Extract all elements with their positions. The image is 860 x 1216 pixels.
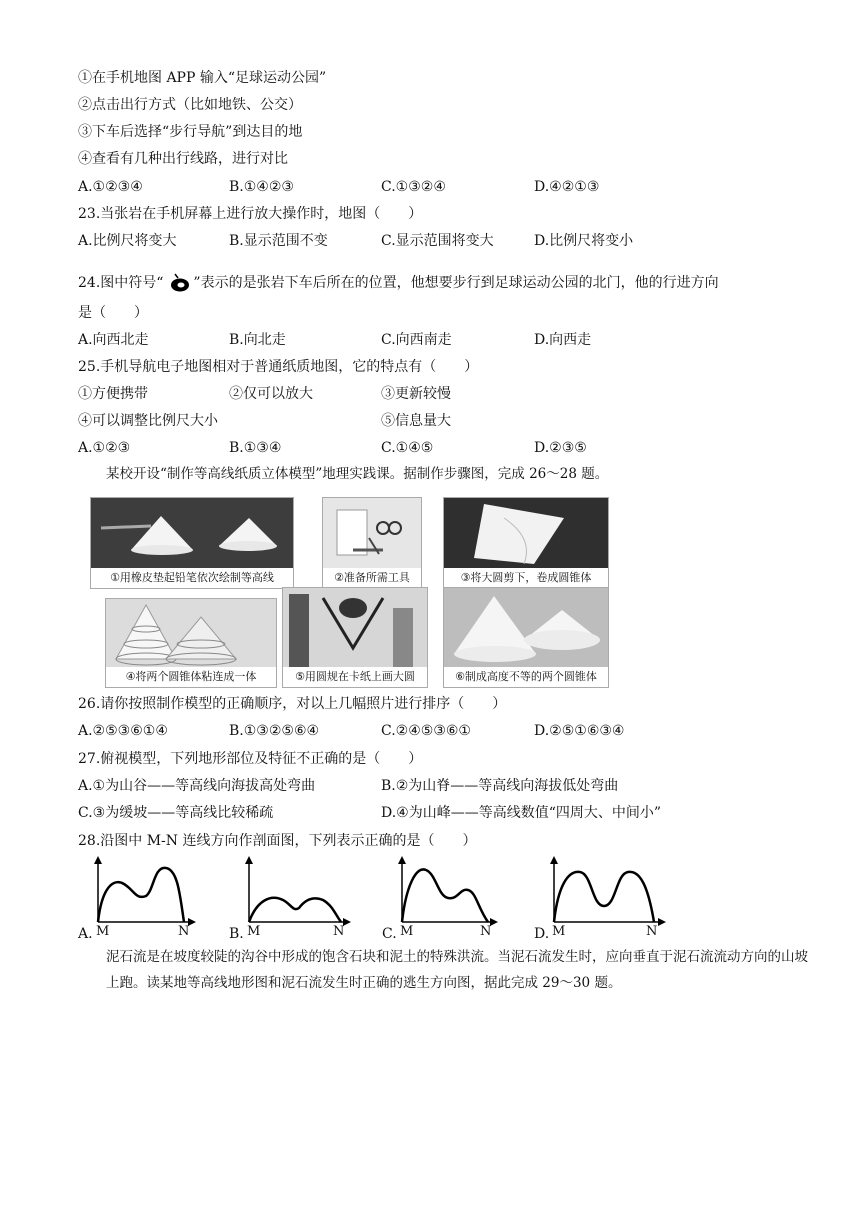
step-3: ③下车后选择“步行导航”到达目的地 (78, 124, 303, 140)
q26-option-c[interactable]: C.②④⑤③⑥① (381, 723, 471, 739)
profile-n-c: N (480, 924, 492, 939)
photo-caption-3: ③将大圆剪下，卷成圆锥体 (444, 568, 608, 588)
q22-option-d[interactable]: D.④②①③ (534, 179, 600, 195)
q25-item-2: ②仅可以放大 (229, 386, 313, 402)
profile-n-d: N (646, 924, 658, 939)
q27-option-d[interactable]: D.④为山峰——等高线数值“四周大、中间小” (381, 805, 662, 821)
q23-option-d[interactable]: D.比例尺将变小 (534, 233, 634, 249)
q22-option-b[interactable]: B.①④②③ (229, 179, 294, 195)
q25-option-a[interactable]: A.①②③ (78, 440, 131, 456)
q25-option-b[interactable]: B.①③④ (229, 440, 282, 456)
profile-label-c: C. (382, 926, 397, 942)
q25-item-1: ①方便携带 (78, 386, 148, 402)
q24-option-d[interactable]: D.向西走 (534, 332, 592, 348)
q23-option-c[interactable]: C.显示范围将变大 (381, 233, 494, 249)
step-2: ②点击出行方式（比如地铁、公交） (78, 97, 302, 113)
photo-caption-1: ①用橡皮垫起铅笔依次绘制等高线 (91, 568, 293, 588)
q24-stem-c: 是（ ） (78, 305, 148, 321)
q22-option-a[interactable]: A.①②③④ (78, 179, 143, 195)
q24-option-b[interactable]: B.向北走 (229, 332, 286, 348)
q26-option-b[interactable]: B.①③②⑤⑥④ (229, 723, 320, 739)
profile-m-a: M (96, 924, 110, 939)
profile-label-b: B. (229, 926, 244, 942)
q28-stem: 28.沿图中 M-N 连线方向作剖面图，下列表示正确的是（ ） (78, 833, 477, 849)
profile-n-b: N (333, 924, 345, 939)
profile-n-a: N (178, 924, 190, 939)
photo-step-3 (443, 497, 609, 589)
photo-step-5 (282, 587, 428, 688)
intro-26-28: 某校开设“制作等高线纸质立体模型”地理实践课。据制作步骤图，完成 26～28 题。 (106, 466, 609, 482)
q24-option-a[interactable]: A.向西北走 (78, 332, 149, 348)
q26-option-a[interactable]: A.②⑤③⑥①④ (78, 723, 168, 739)
q27-option-a[interactable]: A.①为山谷——等高线向海拔高处弯曲 (78, 778, 316, 794)
photo-caption-5: ⑤用圆规在卡纸上画大圆 (283, 667, 427, 687)
q24-option-c[interactable]: C.向西南走 (381, 332, 452, 348)
step-4: ④查看有几种出行线路，进行对比 (78, 151, 288, 167)
q25-option-c[interactable]: C.①④⑤ (381, 440, 434, 456)
profile-label-a: A. (78, 926, 93, 942)
q27-option-b[interactable]: B.②为山脊——等高线向海拔低处弯曲 (381, 778, 619, 794)
photo-step-4 (105, 598, 277, 688)
q23-option-a[interactable]: A.比例尺将变大 (78, 233, 177, 249)
q25-option-d[interactable]: D.②③⑤ (534, 440, 587, 456)
q22-option-c[interactable]: C.①③②④ (381, 179, 446, 195)
photo-step-6 (443, 587, 609, 688)
photo-step-2 (322, 497, 422, 589)
q25-item-3: ③更新较慢 (381, 386, 451, 402)
step-1: ①在手机地图 APP 输入“足球运动公园” (78, 70, 327, 86)
location-marker-icon (163, 272, 193, 294)
q26-stem: 26.请你按照制作模型的正确顺序，对以上几幅照片进行排序（ ） (78, 696, 507, 712)
q27-option-c[interactable]: C.③为缓坡——等高线比较稀疏 (78, 805, 274, 821)
q24-stem-b: ”表示的是张岩下车后所在的位置，他想要步行到足球运动公园的北门，他的行进方向 (193, 275, 719, 291)
photo-caption-4: ④将两个圆锥体粘连成一体 (106, 667, 276, 687)
q23-option-b[interactable]: B.显示范围不变 (229, 233, 328, 249)
q24-stem (78, 272, 719, 294)
profile-m-b: M (247, 924, 261, 939)
q23-stem: 23.当张岩在手机屏幕上进行放大操作时，地图（ ） (78, 206, 423, 222)
q25-item-4: ④可以调整比例尺大小 (78, 413, 218, 429)
q26-option-d[interactable]: D.②⑤①⑥③④ (534, 723, 625, 739)
photo-step-1 (90, 497, 294, 589)
q25-stem: 25.手机导航电子地图相对于普通纸质地图，它的特点有（ ） (78, 359, 479, 375)
intro-29-30: 泥石流是在坡度较陡的沟谷中形成的饱含石块和泥土的特殊洪流。当泥石流发生时，应向垂直于泥石流流动方向的山坡上跑。读某地等高线地形图和泥石流发生时正确的逃生方向图，据此完成 29～30 题。 (106, 949, 808, 991)
photo-caption-6: ⑥制成高度不等的两个圆锥体 (444, 667, 608, 687)
q25-item-5: ⑤信息量大 (381, 413, 451, 429)
photo-caption-2: ②准备所需工具 (323, 568, 421, 588)
q24-stem-a: 24.图中符号“ (78, 275, 164, 291)
profile-m-c: M (400, 924, 414, 939)
profile-m-d: M (552, 924, 566, 939)
profile-label-d: D. (534, 926, 550, 942)
q27-stem: 27.俯视模型，下列地形部位及特征不正确的是（ ） (78, 751, 423, 767)
